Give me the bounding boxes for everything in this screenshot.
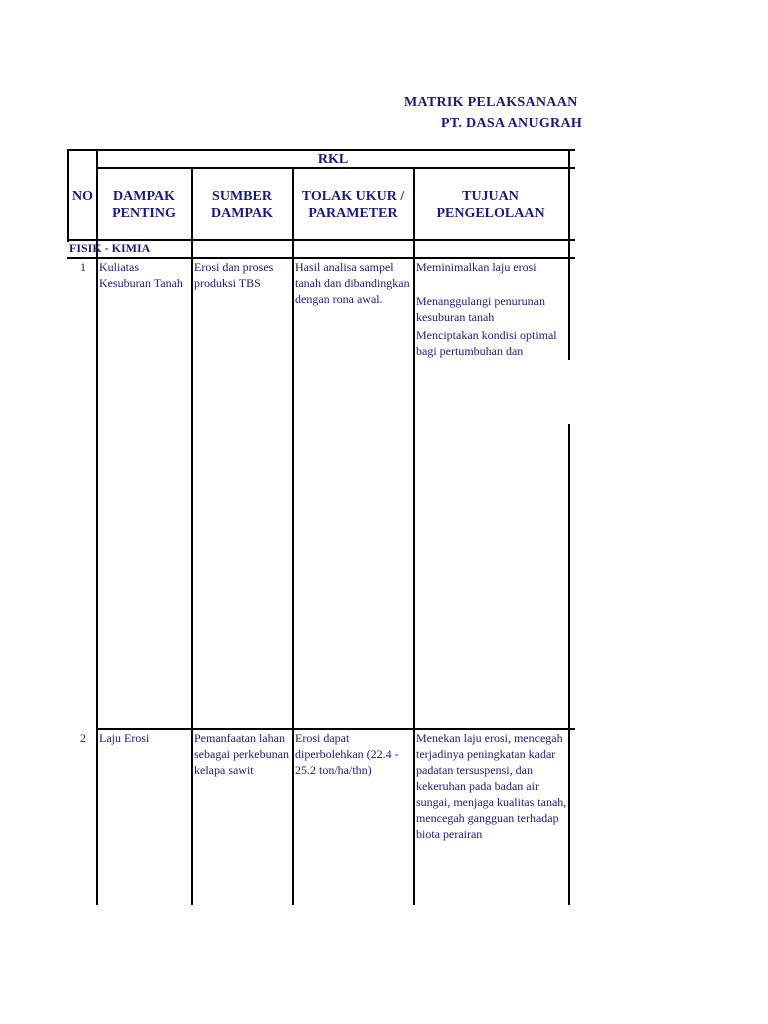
row-1-number: 1 xyxy=(80,260,86,274)
document-subtitle: PT. DASA ANUGRAH xyxy=(441,116,583,131)
row-1-tujuan-3: Menciptakan kondisi optimal bagi pertumbuhan dan xyxy=(416,328,557,358)
section-label: FISIK - KIMIA xyxy=(69,241,151,255)
column-divider-dampak xyxy=(191,168,193,905)
rkl-group-header: RKL xyxy=(317,152,349,167)
column-divider-tujuan-lower xyxy=(568,424,570,905)
column-header-dampak: DAMPAK PENTING xyxy=(112,189,176,221)
row-2-tolak: Erosi dapat diperbolehkan (22.4 - 25.2 ton/ha/thn) xyxy=(295,731,399,777)
column-header-tolak: TOLAK UKUR / PARAMETER xyxy=(301,189,405,221)
row-1-tolak: Hasil analisa sampel tanah dan dibandingkan dengan rona awal. xyxy=(295,260,410,306)
column-divider-sumber xyxy=(292,168,294,905)
column-header-sumber: SUMBER DAMPAK xyxy=(211,189,273,221)
column-divider-tolak xyxy=(413,168,415,905)
column-header-no: NO xyxy=(72,189,93,204)
column-divider-no xyxy=(96,150,98,905)
row-1-tujuan-2: Menanggulangi penurunan kesuburan tanah xyxy=(416,294,545,324)
document-title: MATRIK PELAKSANAAN xyxy=(404,95,578,110)
column-header-tujuan: TUJUAN PENGELOLAAN xyxy=(436,189,545,221)
row-2-tujuan: Menekan laju erosi, mencegah terjadinya peningkatan kadar padatan tersuspensi, dan kekeruhan pada badan air sungai, menjaga kualitas tanah, mencegah gangguan terhadap biota perairan xyxy=(416,731,567,841)
row-2-number: 2 xyxy=(80,731,86,745)
row-2-dampak: Laju Erosi xyxy=(99,731,150,745)
row-2-sumber: Pemanfaatan lahan sebagai perkebunan kelapa sawit xyxy=(194,731,289,777)
row-1-sumber: Erosi dan proses produksi TBS xyxy=(194,260,274,290)
row-1-dampak: Kuliatas Kesuburan Tanah xyxy=(99,260,183,290)
row-1-tujuan-1: Meminimalkan laju erosi xyxy=(416,260,537,274)
column-divider-tujuan xyxy=(568,150,570,360)
